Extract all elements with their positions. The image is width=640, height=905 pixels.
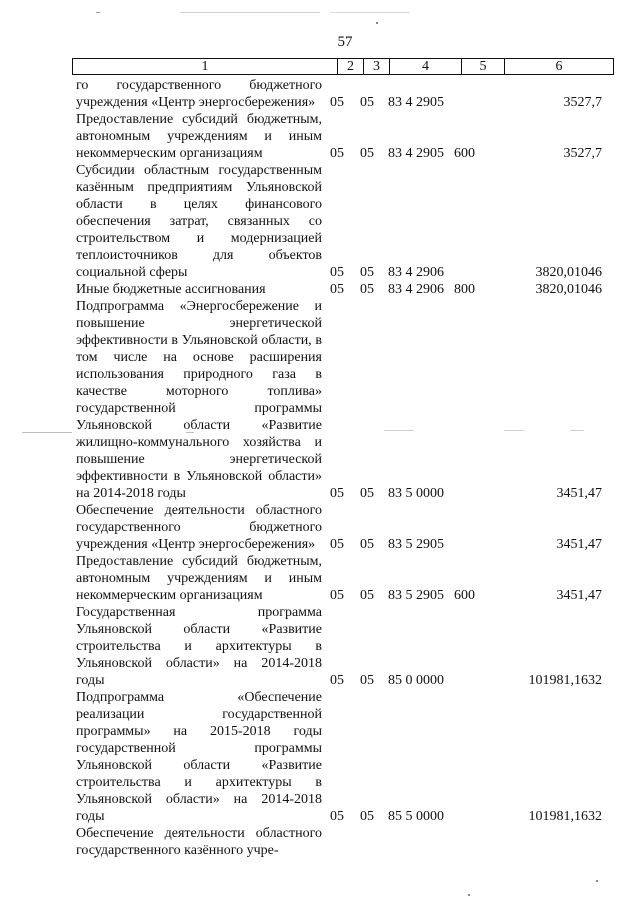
row-section: 05 [330, 588, 344, 603]
row-amount: 3451,47 [556, 588, 602, 603]
header-col-4: 4 [390, 59, 462, 74]
row-target-code: 83 5 0000 [388, 486, 444, 501]
header-col-5: 5 [462, 59, 505, 74]
row-target-code: 83 5 2905 [388, 537, 444, 552]
row-name: Предоставление субсидий бюджетным, автономным учреждениям и иным некоммерческим организациям [76, 112, 322, 161]
budget-table-body [76, 76, 616, 859]
row-subsection: 05 [360, 146, 374, 161]
row-target-code: 83 4 2906 [388, 265, 444, 280]
row-section: 05 [330, 537, 344, 552]
row-target-code: 83 4 2906 [388, 282, 444, 297]
row-name: Субсидии областным государственным казённым предприятиям Ульяновской области в целях финансового обеспечения затрат, связанных со строительством и модернизацией теплоисточников для объектов социальной сферы [76, 163, 322, 280]
row-name: Предоставление субсидий бюджетным, автономным учреждениям и иным некоммерческим организациям [76, 554, 322, 603]
header-col-1: 1 [73, 59, 338, 74]
row-name: Государственная программа Ульяновской области «Развитие строительства и архитектуры в Ульяновской области» на 2014-2018 годы [76, 605, 322, 688]
row-name: Подпрограмма «Обеспечение реализации государственной программы» на 2015-2018 годы государственной программы Ульяновской области «Развитие строительства и архитектуры в Ульяновской области» на 2014-2018 годы [76, 690, 322, 824]
row-section: 05 [330, 809, 344, 824]
scan-artifact [180, 12, 320, 13]
row-target-code: 85 5 0000 [388, 809, 444, 824]
scan-artifact [330, 12, 410, 13]
row-expense-type: 800 [454, 282, 475, 297]
row-section: 05 [330, 95, 344, 110]
row-name: го государственного бюджетного учреждения «Центр энергосбережения» [76, 78, 322, 110]
row-amount: 3451,47 [556, 486, 602, 501]
row-expense-type: 600 [454, 588, 475, 603]
row-target-code: 85 0 0000 [388, 673, 444, 688]
table-row [76, 298, 616, 502]
row-amount: 101981,1632 [528, 673, 602, 688]
row-subsection: 05 [360, 588, 374, 603]
row-name: Обеспечение деятельности областного государственного бюджетного учреждения «Центр энергосбережения» [76, 503, 322, 552]
row-name: Иные бюджетные ассигнования [76, 282, 266, 297]
row-subsection: 05 [360, 809, 374, 824]
row-expense-type: 600 [454, 146, 475, 161]
row-subsection: 05 [360, 486, 374, 501]
scan-artifact [468, 894, 470, 896]
row-target-code: 83 5 2905 [388, 588, 444, 603]
header-col-3: 3 [364, 59, 390, 74]
scan-artifact [376, 22, 378, 24]
row-subsection: 05 [360, 265, 374, 280]
row-name: Подпрограмма «Энергосбережение и повышение энергетической эффективности в Ульяновской области, в том числе на основе расширения использования природного газа в качестве моторного топлива» государственной программы Ульяновской области «Развитие жилищно-коммунального хозяйства и повышение энергетической эффективности в Ульяновской области» на 2014-2018 годы [76, 299, 322, 501]
row-section: 05 [330, 265, 344, 280]
table-row [76, 689, 616, 825]
row-amount: 3527,7 [563, 95, 602, 110]
table-row [76, 502, 616, 553]
table-row [76, 111, 616, 162]
row-subsection: 05 [360, 537, 374, 552]
scan-artifact [596, 880, 598, 882]
table-row [76, 162, 616, 281]
row-amount: 3451,47 [556, 537, 602, 552]
row-amount: 3527,7 [563, 146, 602, 161]
table-header [72, 58, 614, 75]
row-name: Обеспечение деятельности областного государственного казённого учре- [76, 826, 322, 858]
row-subsection: 05 [360, 95, 374, 110]
row-amount: 101981,1632 [528, 809, 602, 824]
scan-artifact [96, 12, 100, 13]
table-row [76, 825, 616, 859]
row-subsection: 05 [360, 282, 374, 297]
table-row [76, 77, 616, 111]
header-col-6: 6 [555, 59, 563, 74]
table-row [76, 281, 616, 298]
row-amount: 3820,01046 [535, 265, 602, 280]
page-number: 57 [337, 34, 353, 50]
header-col-2: 2 [338, 59, 364, 74]
row-target-code: 83 4 2905 [388, 95, 444, 110]
row-section: 05 [330, 673, 344, 688]
row-section: 05 [330, 146, 344, 161]
row-section: 05 [330, 486, 344, 501]
row-subsection: 05 [360, 673, 374, 688]
row-amount: 3820,01046 [535, 282, 602, 297]
scan-artifact [22, 432, 72, 433]
row-section: 05 [330, 282, 344, 297]
row-target-code: 83 4 2905 [388, 146, 444, 161]
table-row [76, 604, 616, 689]
table-row [76, 553, 616, 604]
